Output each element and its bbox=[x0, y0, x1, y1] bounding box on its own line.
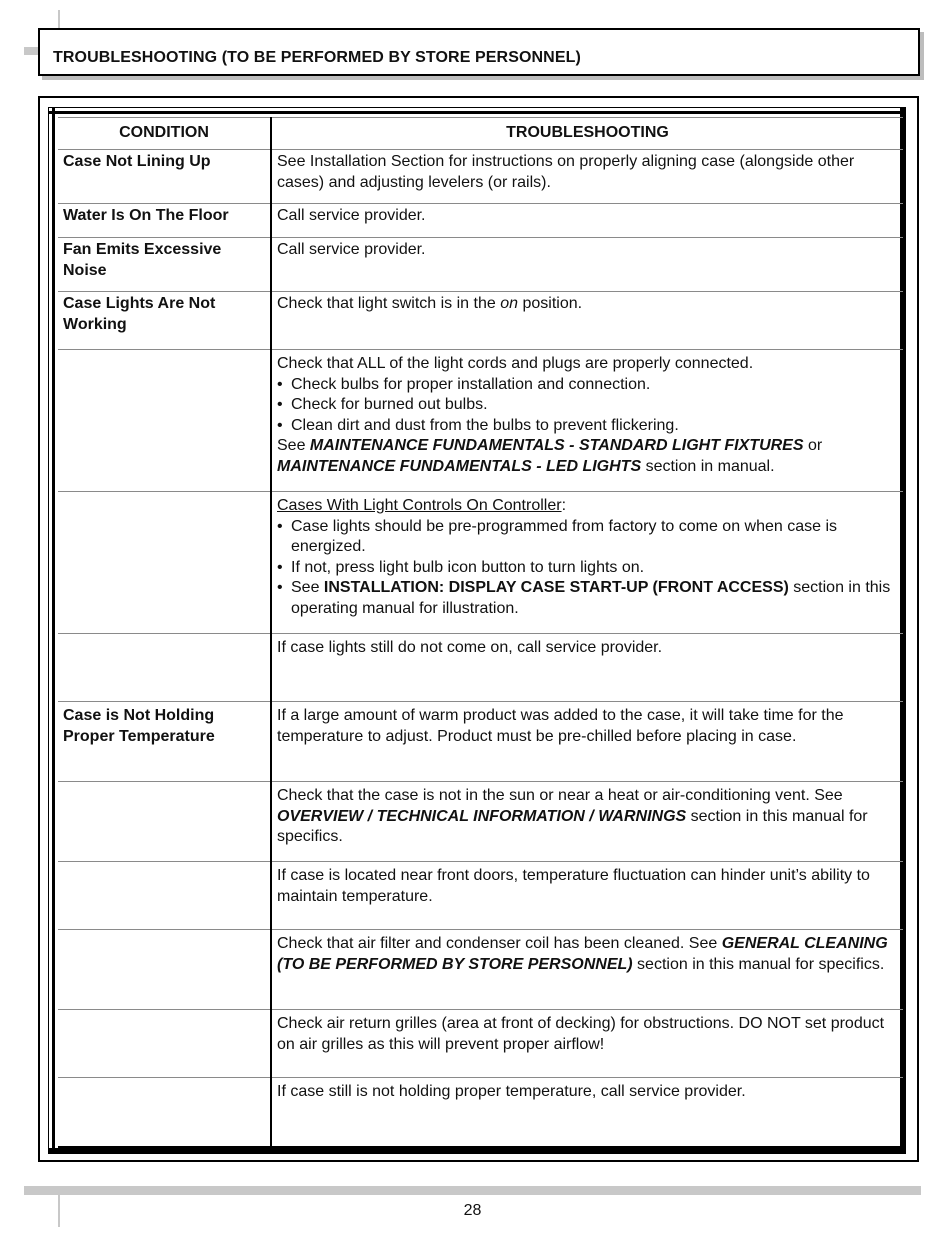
troubleshooting-cell bbox=[271, 492, 903, 634]
table-row bbox=[58, 634, 903, 702]
section-title: TROUBLESHOOTING (TO BE PERFORMED BY STORE PERSONNEL) bbox=[53, 49, 581, 66]
condition-cell bbox=[58, 862, 271, 930]
bullet-item: • If not, press light bulb icon button to turn lights on. bbox=[277, 558, 898, 579]
troubleshooting-cell bbox=[271, 930, 903, 1010]
troubleshooting-cell: Check air return grilles (area at front of decking) for obstructions. DO NOT set product on air grilles as this will prevent proper airflow! bbox=[271, 1010, 903, 1078]
condition-cell bbox=[58, 492, 271, 634]
cell-text: section in this manual for specifics. bbox=[277, 807, 868, 845]
cell-text: or bbox=[803, 437, 823, 454]
cell-text: section in this manual for specifics. bbox=[632, 955, 885, 973]
table-row bbox=[58, 930, 903, 1010]
bullet-item bbox=[277, 578, 898, 619]
condition-cell: Case is Not Holding Proper Temperature bbox=[58, 702, 271, 782]
table-row bbox=[58, 782, 903, 862]
bullet-item: • Check bulbs for proper installation and connection. bbox=[277, 375, 898, 396]
troubleshooting-cell: See Installation Section for instructions on properly aligning case (alongside other cases) and adjusting levelers (or rails). bbox=[271, 150, 903, 204]
footer-rule bbox=[24, 1186, 921, 1195]
troubleshooting-cell: Call service provider. bbox=[271, 238, 903, 292]
table-row bbox=[58, 862, 903, 930]
bullet-item: • Case lights should be pre-programmed from factory to come on when case is energized. bbox=[277, 517, 898, 558]
troubleshooting-cell: If case still is not holding proper temperature, call service provider. bbox=[271, 1078, 903, 1147]
cell-text-emphasis: on bbox=[500, 295, 519, 312]
cell-text: section in manual. bbox=[641, 457, 775, 475]
manual-reference: GENERAL CLEANING (TO BE PERFORMED BY STORE PERSONNEL) bbox=[277, 935, 888, 973]
cell-heading-text: Cases With Light Controls On Controller bbox=[277, 497, 562, 514]
manual-reference: MAINTENANCE FUNDAMENTALS - STANDARD LIGHT FIXTURES bbox=[309, 437, 804, 454]
table-row bbox=[58, 238, 903, 292]
condition-cell bbox=[58, 782, 271, 862]
column-header-condition: CONDITION bbox=[58, 118, 271, 150]
troubleshooting-cell bbox=[271, 782, 903, 862]
cell-reference bbox=[277, 436, 898, 477]
table-row bbox=[58, 702, 903, 782]
table-row bbox=[58, 204, 903, 238]
cell-text: section in this operating manual for illustration. bbox=[291, 579, 891, 617]
header-accent-bar bbox=[24, 47, 38, 55]
cell-text: Check that the case is not in the sun or near a heat or air-conditioning vent. See bbox=[277, 787, 843, 804]
condition-cell bbox=[58, 930, 271, 1010]
condition-cell: Water Is On The Floor bbox=[58, 204, 271, 238]
manual-reference: OVERVIEW / TECHNICAL INFORMATION / WARNINGS bbox=[277, 807, 687, 825]
table-header-row bbox=[58, 118, 903, 150]
condition-cell bbox=[58, 1010, 271, 1078]
condition-cell: Case Lights Are Not Working bbox=[58, 292, 271, 350]
troubleshooting-cell: If case is located near front doors, temperature fluctuation can hinder unit’s ability to maintain temperature. bbox=[271, 862, 903, 930]
cell-text: See bbox=[277, 437, 310, 454]
page-number: 28 bbox=[463, 1202, 482, 1219]
cell-text: position. bbox=[518, 295, 583, 312]
cell-text: Check that light switch is in the bbox=[277, 295, 501, 312]
condition-cell bbox=[58, 1078, 271, 1147]
cell-intro: Check that ALL of the light cords and plugs are properly connected. bbox=[277, 355, 754, 372]
section-header-box bbox=[38, 28, 920, 76]
condition-cell: Fan Emits Excessive Noise bbox=[58, 238, 271, 292]
cell-text: See bbox=[291, 579, 324, 596]
troubleshooting-cell: Call service provider. bbox=[271, 204, 903, 238]
troubleshooting-cell: If a large amount of warm product was added to the case, it will take time for the temperature to adjust. Product must be pre-chilled before placing in case. bbox=[271, 702, 903, 782]
troubleshooting-cell: If case lights still do not come on, call service provider. bbox=[271, 634, 903, 702]
table-row bbox=[58, 350, 903, 492]
cell-text: : bbox=[561, 497, 567, 514]
troubleshooting-cell bbox=[271, 350, 903, 492]
bullet-list bbox=[277, 375, 898, 437]
cell-heading bbox=[277, 496, 898, 517]
column-header-troubleshooting: TROUBLESHOOTING bbox=[271, 118, 903, 150]
condition-cell bbox=[58, 634, 271, 702]
bullet-item: • Check for burned out bulbs. bbox=[277, 395, 898, 416]
table-row bbox=[58, 1010, 903, 1078]
table-row bbox=[58, 292, 903, 350]
bullet-item: • Clean dirt and dust from the bulbs to prevent flickering. bbox=[277, 416, 898, 437]
cell-text: Check that air filter and condenser coil has been cleaned. See bbox=[277, 935, 722, 952]
manual-reference: INSTALLATION: DISPLAY CASE START-UP (FRONT ACCESS) bbox=[323, 579, 789, 596]
condition-cell bbox=[58, 350, 271, 492]
troubleshooting-cell bbox=[271, 292, 903, 350]
table-row bbox=[58, 492, 903, 634]
manual-reference: MAINTENANCE FUNDAMENTALS - LED LIGHTS bbox=[277, 457, 642, 475]
condition-cell: Case Not Lining Up bbox=[58, 150, 271, 204]
table-row bbox=[58, 150, 903, 204]
table-row bbox=[58, 1078, 903, 1147]
margin-rule-top bbox=[58, 10, 60, 28]
bullet-list bbox=[277, 517, 898, 620]
troubleshooting-table bbox=[58, 117, 903, 1148]
